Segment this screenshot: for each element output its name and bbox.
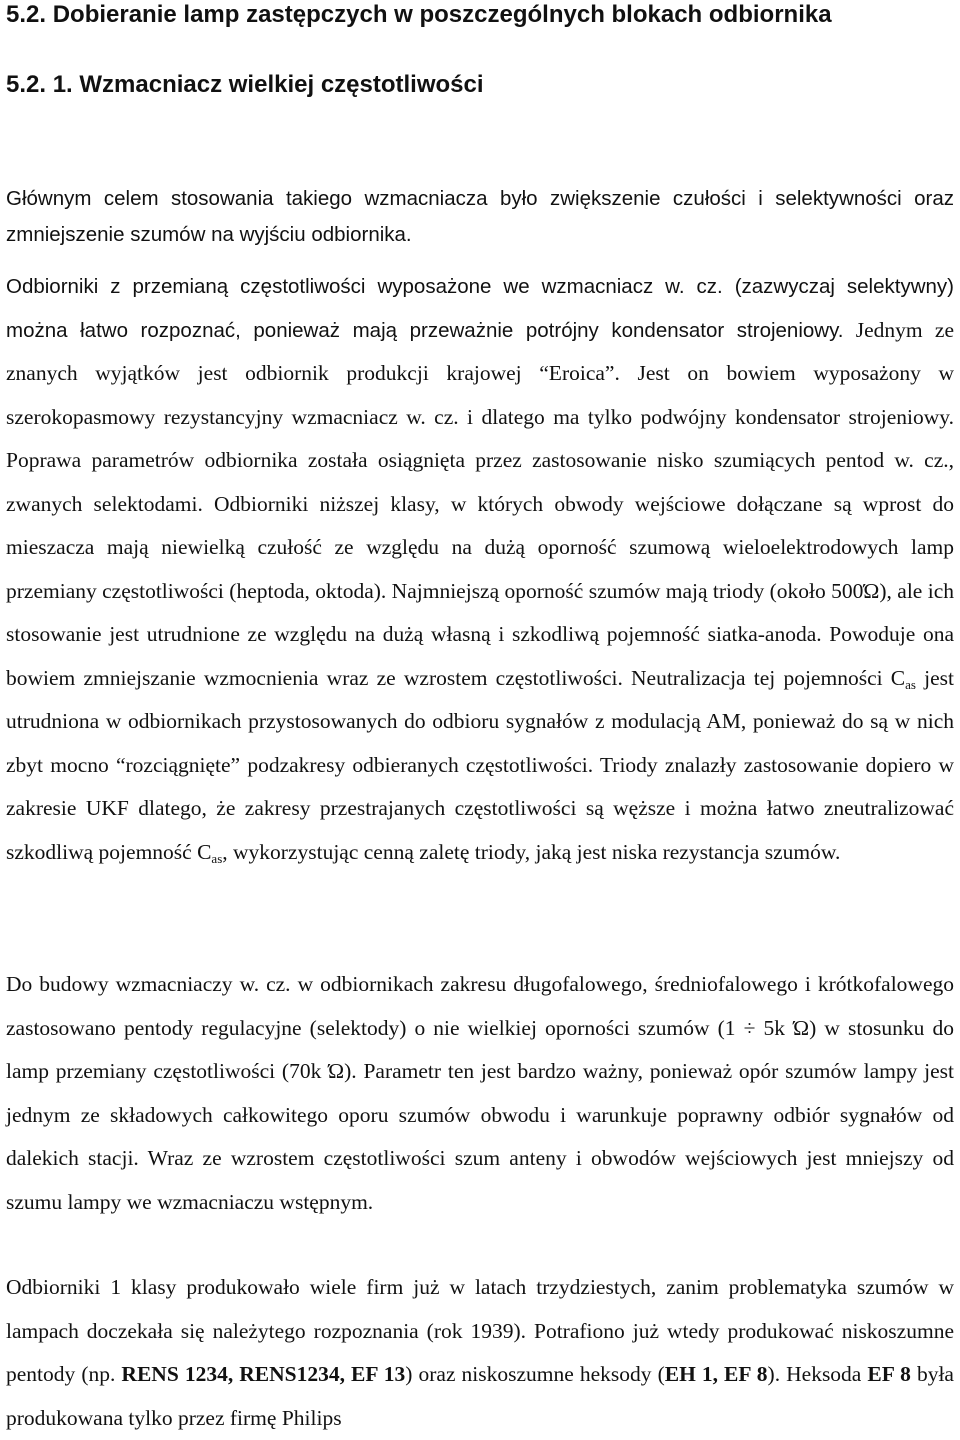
paragraph-receivers-sans: Odbiorniki z przemianą częstotliwości wyposażone we wzmacniacz w. cz. (zazwyczaj selektywny) można łatwo rozpoznać, ponieważ mają przeważnie potrójny kondensator strojeniowy. <box>6 275 954 342</box>
paragraph-amplifiers: Do budowy wzmacniaczy w. cz. w odbiornikach zakresu długofalowego, średniofalowego i krótkofalowego zastosowano pentody regulacyjne (selektody) o nie wielkiej oporności szumów (1 ÷ 5k Ώ) w stosunku do lamp przemiany częstotliwości (70k Ώ). Parametr ten jest bardzo ważny, ponieważ opór szumów lampy jest jednym ze składowych całkowitego oporu szumów obwodu i warunkuje poprawny odbiór sygnałów od dalekich stacji. Wraz ze wzrostem częstotliwości szum anteny i obwodów wejściowych jest mniejszy od szumu lampy we wzmacniaczu wstępnym. <box>6 972 954 1214</box>
tube-list-hexodes: EH 1, EF 8 <box>664 1362 768 1386</box>
paragraph-receivers-text-c: , wykorzystując cenną zaletę triody, jaką jest niska rezystancja szumów. <box>222 839 841 864</box>
paragraph-class1 <box>6 1266 954 1440</box>
paragraph-class1-text-3: ). Heksoda <box>767 1362 868 1386</box>
paragraph-purpose: Głównym celem stosowania takiego wzmacniacza było zwiększenie czułości i selektywności oraz zmniejszenie szumów na wyjściu odbiornika. <box>6 187 954 246</box>
subsection-title: 5.2. 1. Wzmacniacz wielkiej częstotliwości <box>6 71 484 98</box>
subscript-as-1: as <box>905 676 916 692</box>
paragraph-receivers-text-b: jest utrudniona w odbiornikach przystosowanych do odbioru sygnałów z modulacją AM, ponieważ do są w nich zbyt mocno “rozciągnięte” podzakresy odbieranych częstotliwości. Triody znalazły zastosowanie dopiero w zakresie UKF dlatego, że zakresy przestrajanych częstotliwości są węższe i można łatwo zneutralizować szkodliwą pojemność C <box>6 665 954 864</box>
paragraph-receivers <box>6 265 954 874</box>
subscript-as-2: as <box>211 850 223 866</box>
paragraph-class1-text-1: Odbiorniki 1 klasy produkowało wiele firm już w latach trzydziestych, zanim problematyka szumów w lampach doczekała się należytego rozpoznania (rok 1939). Potrafiono już wtedy produkować niskoszumne pentody (np. <box>6 1275 954 1386</box>
tube-ef8: EF 8 <box>867 1362 911 1386</box>
section-title: 5.2. Dobieranie lamp zastępczych w poszczególnych blokach odbiornika <box>6 1 832 28</box>
tube-list-pentodes: RENS 1234, RENS1234, EF 13 <box>121 1362 406 1386</box>
paragraph-receivers-text-a: Jednym ze znanych wyjątków jest odbiornik produkcji krajowej “Eroica”. Jest on bowiem wyposażony w szerokopasmowy rezystancyjny wzmacniacz w. cz. i dlatego ma tylko podwójny kondensator strojeniowy. Poprawa parametrów odbiornika została osiągnięta przez zastosowanie nisko szumiących pentod w. cz., zwanych selektodami. Odbiorniki niższej klasy, w których obwody wejściowe dołączane są wprost do mieszacza mają niewielką czułość ze względu na dużą oporność szumową wieloelektrodowych lamp przemiany częstotliwości (heptoda, oktoda). Najmniejszą oporność szumów mają triody (około 500Ώ), ale ich stosowanie jest utrudnione ze względu na dużą własną i szkodliwą pojemność siatka-anoda. Powoduje ona bowiem zmniejszanie wzmocnienia wraz ze wzrostem częstotliwości. Neutralizacja tej pojemności C <box>6 317 954 690</box>
paragraph-class1-text-4: była produkowana tylko przez firmę Philips <box>6 1362 954 1430</box>
paragraph-class1-text-2: ) oraz niskoszumne heksody ( <box>405 1362 665 1386</box>
